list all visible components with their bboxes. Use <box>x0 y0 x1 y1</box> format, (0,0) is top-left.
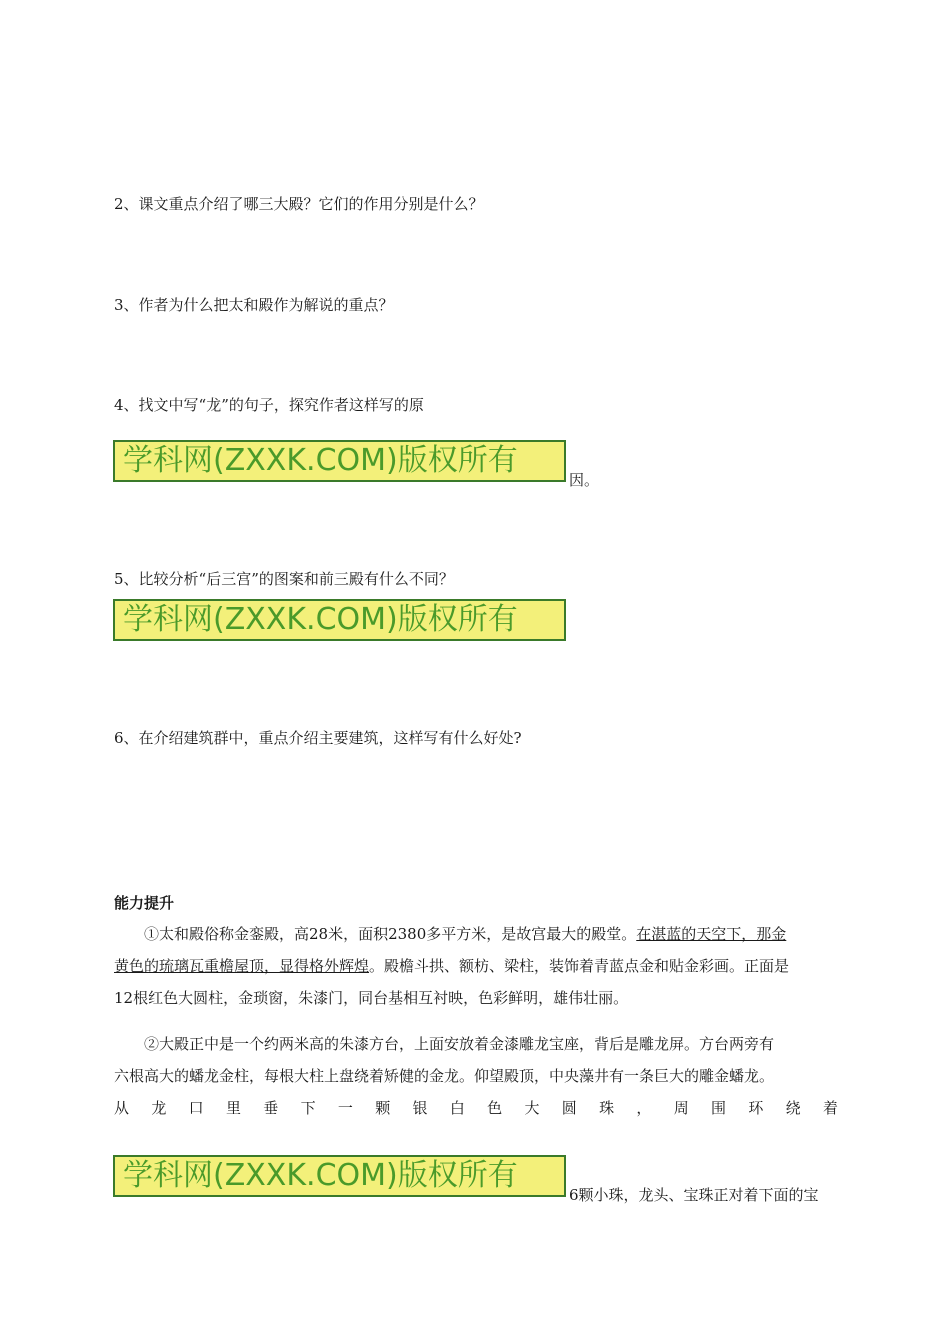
spaced-char: 龙 <box>151 1099 167 1117</box>
spaced-char: 颗 <box>375 1099 391 1117</box>
spaced-char: 从 <box>114 1099 130 1117</box>
question-3: 3、作者为什么把太和殿作为解说的重点？ <box>114 296 394 314</box>
spaced-char: 口 <box>188 1099 204 1117</box>
spaced-char: 珠 <box>599 1099 615 1117</box>
paragraph-1-line-1a: ①太和殿俗称金銮殿，高28米，面积2380多平方米，是故宫最大的殿堂。 <box>144 925 637 943</box>
spaced-char: 大 <box>524 1099 540 1117</box>
spaced-char: 银 <box>412 1099 428 1117</box>
paragraph-1 <box>114 918 838 1014</box>
spaced-char: ， <box>636 1099 652 1117</box>
paragraph-1-line-3: 12根红色大圆柱，金琐窗，朱漆门，同台基相互衬映，色彩鲜明，雄伟壮丽。 <box>114 989 629 1007</box>
spaced-char: 一 <box>337 1099 353 1117</box>
paragraph-2-line-1: ②大殿正中是一个约两米高的朱漆方台，上面安放着金漆雕龙宝座，背后是雕龙屏。方台两旁有 <box>144 1035 775 1053</box>
watermark-banner: 学科网(ZXXK.COM)版权所有 <box>113 440 566 482</box>
spaced-char: 下 <box>300 1099 316 1117</box>
question-2: 2、课文重点介绍了哪三大殿？它们的作用分别是什么？ <box>114 195 484 213</box>
spaced-char: 白 <box>449 1099 465 1117</box>
section-heading: 能力提升 <box>114 894 175 912</box>
spaced-char: 环 <box>748 1099 764 1117</box>
spaced-char: 里 <box>225 1099 241 1117</box>
paragraph-2-line-4-tail: 6颗小珠，龙头、宝珠正对着下面的宝 <box>569 1186 819 1204</box>
paragraph-2 <box>114 1028 838 1124</box>
question-4-tail: 因。 <box>569 471 600 489</box>
paragraph-1-underlined-1: 在湛蓝的天空下，那金 <box>636 925 787 943</box>
watermark-banner: 学科网(ZXXK.COM)版权所有 <box>113 599 566 641</box>
spaced-char: 围 <box>711 1099 727 1117</box>
question-6: 6、在介绍建筑群中，重点介绍主要建筑，这样写有什么好处? <box>114 729 522 747</box>
question-4: 4、找文中写“龙”的句子，探究作者这样写的原 <box>114 396 424 414</box>
spaced-char: 着 <box>822 1099 838 1117</box>
watermark-banner: 学科网(ZXXK.COM)版权所有 <box>113 1155 566 1197</box>
spaced-char: 色 <box>487 1099 503 1117</box>
paragraph-2-line-2: 六根高大的蟠龙金柱，每根大柱上盘绕着矫健的金龙。仰望殿顶，中央藻井有一条巨大的雕金蟠龙。 <box>114 1067 775 1085</box>
spaced-char: 垂 <box>263 1099 279 1117</box>
paragraph-1-line-2b: 。殿檐斗拱、额枋、梁柱，装饰着青蓝点金和贴金彩画。正面是 <box>369 957 790 975</box>
spaced-char: 绕 <box>785 1099 801 1117</box>
paragraph-2-line-3 <box>114 1092 838 1124</box>
question-5: 5、比较分析“后三宫”的图案和前三殿有什么不同？ <box>114 570 454 588</box>
spaced-char: 圆 <box>561 1099 577 1117</box>
spaced-char: 周 <box>673 1099 689 1117</box>
paragraph-1-underlined-2: 黄色的琉璃瓦重檐屋顶，显得格外辉煌 <box>114 957 370 975</box>
